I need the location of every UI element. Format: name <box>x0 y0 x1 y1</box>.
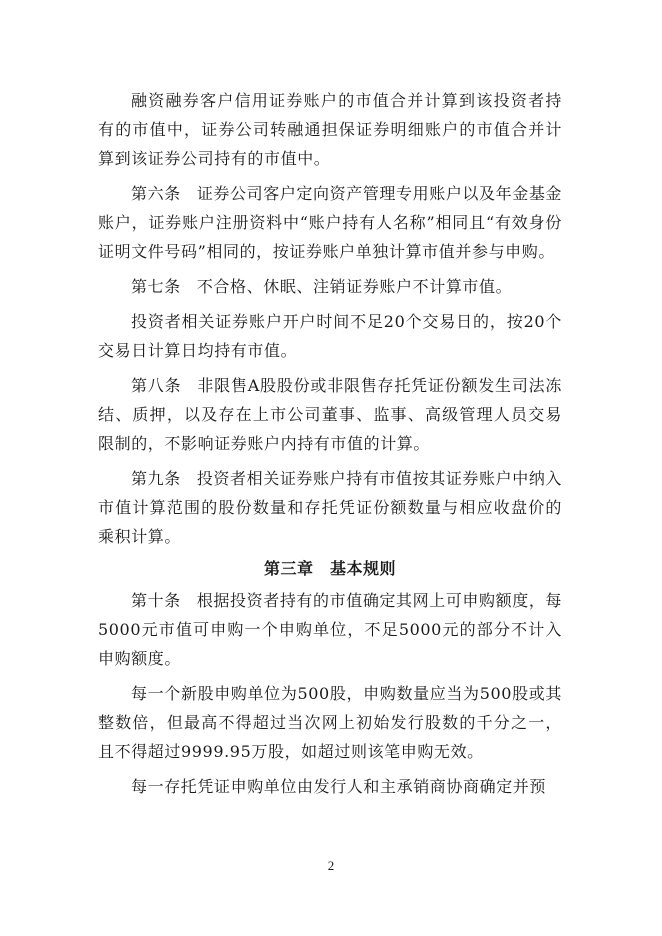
article-number: 第八条 <box>131 376 182 395</box>
chapter-heading: 第三章 基本规则 <box>263 559 396 578</box>
paragraph-text: 证券公司客户定向资产管理专用账户以及年金基金账户，证券账户注册资料中“账户持有人名称”相同且“有效身份证明文件号码”相同的，按证券账户单独计算市值并参与申购。 <box>98 184 563 261</box>
paragraph-text: 每一个新股申购单位为500股，申购数量应当为500股或其整数倍，但最高不得超过当次网上初始发行股数的千分之一，且不得超过9999.95万股，如超过则该笔申购无效。 <box>98 684 562 761</box>
paragraph-subscription-unit <box>98 679 562 766</box>
article-number: 第七条 <box>131 277 181 296</box>
article-8-paragraph <box>98 371 562 458</box>
paragraph-text: 融资融券客户信用证券账户的市值合并计算到该投资者持有的市值中，证券公司转融通担保证券明细账户的市值合并计算到该证券公司持有的市值中。 <box>98 91 562 168</box>
paragraph-text: 每一存托凭证申购单位由发行人和主承销商协商确定并预 <box>131 777 547 796</box>
paragraph-text: 根据投资者持有的市值确定其网上可申购额度，每5000元市值可申购一个申购单位，不足5000元的部分不计入申购额度。 <box>98 591 563 668</box>
paragraph-text: 不合格、休眠、注销证券账户不计算市值。 <box>196 277 513 296</box>
page-number: 2 <box>327 858 335 873</box>
paragraph-margin-financing-accounts <box>98 86 562 173</box>
article-number: 第十条 <box>131 591 181 610</box>
paragraph-account-opening-period <box>98 307 562 365</box>
paragraph-depositary-receipt-unit <box>98 772 562 801</box>
article-10-paragraph <box>98 586 562 673</box>
article-9-paragraph <box>98 464 562 551</box>
article-number: 第六条 <box>131 184 181 203</box>
article-6-paragraph <box>98 179 562 266</box>
paragraph-text: 非限售A股股份或非限售存托凭证份额发生司法冻结、质押，以及存在上市公司董事、监事、高级管理人员交易限制的，不影响证券账户内持有市值的计算。 <box>98 376 562 453</box>
paragraph-text: 投资者相关证券账户持有市值按其证券账户中纳入市值计算范围的股份数量和存托凭证份额数量与相应收盘价的乘积计算。 <box>98 469 563 546</box>
document-body <box>98 86 562 801</box>
paragraph-text: 投资者相关证券账户开户时间不足20个交易日的，按20个交易日计算日均持有市值。 <box>98 312 562 360</box>
article-number: 第九条 <box>131 469 181 488</box>
article-7-paragraph <box>98 272 562 301</box>
